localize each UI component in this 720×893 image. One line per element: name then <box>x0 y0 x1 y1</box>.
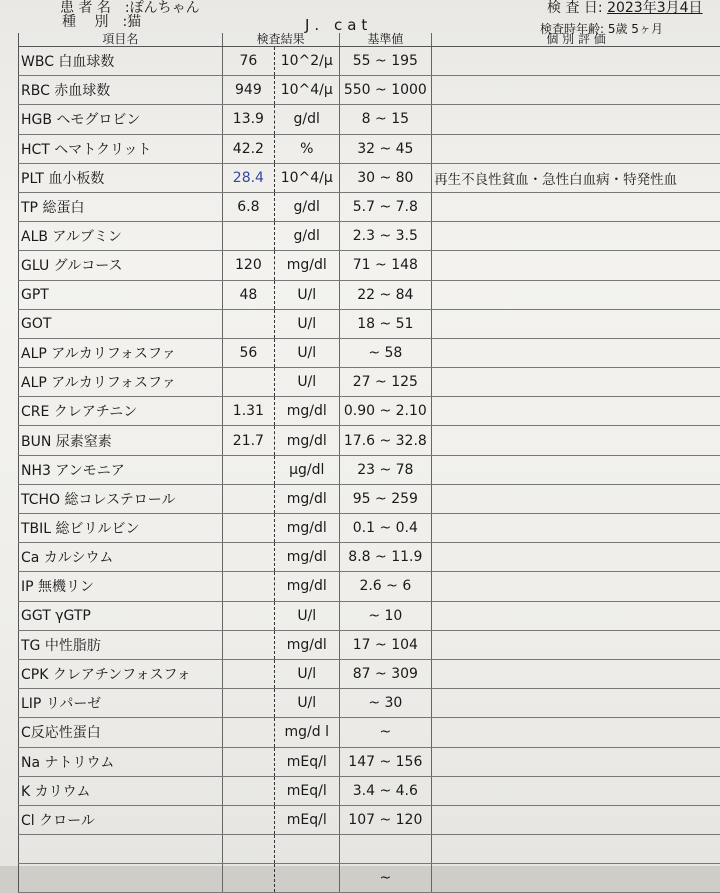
test-name: Ca カルシウム <box>19 543 223 572</box>
table-row <box>19 338 720 367</box>
table-row <box>19 368 720 397</box>
test-name: ALP アルカリフォスファ <box>19 368 223 397</box>
table-row <box>19 309 720 338</box>
test-name: GLU グルコース <box>19 251 223 280</box>
reference-range: 27 ~ 125 <box>339 368 432 397</box>
reference-range: 8 ~ 15 <box>339 105 432 134</box>
evaluation-note <box>432 192 720 221</box>
test-result <box>222 718 274 747</box>
reference-range: ~ 30 <box>339 689 432 718</box>
evaluation-note <box>432 105 720 134</box>
reference-range: 3.4 ~ 4.6 <box>339 776 432 805</box>
test-name: K カリウム <box>19 776 223 805</box>
test-unit: U/l <box>274 689 339 718</box>
evaluation-note <box>432 601 720 630</box>
reference-range <box>339 835 432 864</box>
evaluation-note <box>432 776 720 805</box>
test-result: 28.4 <box>222 163 274 192</box>
reference-range: 18 ~ 51 <box>339 309 432 338</box>
evaluation-note <box>432 338 720 367</box>
table-header-row <box>19 33 720 47</box>
test-result <box>222 689 274 718</box>
table-row <box>19 689 720 718</box>
reference-range: ~ <box>339 864 432 893</box>
test-unit: μg/dl <box>274 455 339 484</box>
test-unit <box>274 864 339 893</box>
evaluation-note <box>432 659 720 688</box>
reference-range: ~ <box>339 718 432 747</box>
test-unit: g/dl <box>274 105 339 134</box>
evaluation-note <box>432 718 720 747</box>
table-row <box>19 864 720 893</box>
reference-range: 17.6 ~ 32.8 <box>339 426 432 455</box>
test-unit: U/l <box>274 368 339 397</box>
test-name: TG 中性脂肪 <box>19 630 223 659</box>
table-row <box>19 192 720 221</box>
test-name <box>19 835 223 864</box>
table-row <box>19 397 720 426</box>
exam-date: 2023年3月4日 <box>607 0 702 16</box>
test-name: GOT <box>19 309 223 338</box>
evaluation-note <box>432 514 720 543</box>
table-row <box>19 543 720 572</box>
reference-range: 8.8 ~ 11.9 <box>339 543 432 572</box>
test-unit: 10^4/μ <box>274 76 339 105</box>
test-name: GPT <box>19 280 223 309</box>
reference-range: 95 ~ 259 <box>339 484 432 513</box>
test-unit: mg/dl <box>274 426 339 455</box>
test-name: TBIL 総ビリルビン <box>19 514 223 543</box>
evaluation-note <box>432 47 720 76</box>
test-name: IP 無機リン <box>19 572 223 601</box>
column-header-result: 検査結果 <box>222 33 339 47</box>
reference-range: 71 ~ 148 <box>339 251 432 280</box>
test-name: ALP アルカリフォスファ <box>19 338 223 367</box>
reference-range: 23 ~ 78 <box>339 455 432 484</box>
test-name: HGB ヘモグロビン <box>19 105 223 134</box>
reference-range: 5.7 ~ 7.8 <box>339 192 432 221</box>
evaluation-note <box>432 426 720 455</box>
test-unit: U/l <box>274 280 339 309</box>
test-unit: mg/dl <box>274 514 339 543</box>
reference-range: ~ 10 <box>339 601 432 630</box>
test-unit: 10^2/μ <box>274 47 339 76</box>
evaluation-note: 再生不良性貧血・急性白血病・特発性血 <box>432 163 720 192</box>
test-unit: U/l <box>274 338 339 367</box>
table-row <box>19 76 720 105</box>
test-result <box>222 543 274 572</box>
test-unit: U/l <box>274 601 339 630</box>
test-result: 42.2 <box>222 134 274 163</box>
test-unit: mg/dl <box>274 572 339 601</box>
test-result <box>222 864 274 893</box>
test-unit: g/dl <box>274 192 339 221</box>
reference-range: 0.1 ~ 0.4 <box>339 514 432 543</box>
evaluation-note <box>432 397 720 426</box>
reference-range: 22 ~ 84 <box>339 280 432 309</box>
reference-range: 147 ~ 156 <box>339 747 432 776</box>
table-row <box>19 163 720 192</box>
table-row <box>19 835 720 864</box>
table-row <box>19 134 720 163</box>
test-name: PLT 血小板数 <box>19 163 223 192</box>
table-row <box>19 105 720 134</box>
test-result: 6.8 <box>222 192 274 221</box>
reference-range: 0.90 ~ 2.10 <box>339 397 432 426</box>
test-result <box>222 659 274 688</box>
test-result: 48 <box>222 280 274 309</box>
test-result: 76 <box>222 47 274 76</box>
test-name: NH3 アンモニア <box>19 455 223 484</box>
table-row <box>19 426 720 455</box>
table-row <box>19 222 720 251</box>
evaluation-note <box>432 134 720 163</box>
test-unit: mg/dl <box>274 543 339 572</box>
patient-species: 種 別 :猫 <box>62 11 141 31</box>
test-unit <box>274 835 339 864</box>
evaluation-note <box>432 835 720 864</box>
test-unit: % <box>274 134 339 163</box>
test-name: CPK クレアチンフォスフォ <box>19 659 223 688</box>
evaluation-note <box>432 689 720 718</box>
test-unit: 10^4/μ <box>274 163 339 192</box>
exam-date-line <box>547 0 703 17</box>
column-header-evaluation: 個 別 評 価 <box>432 33 720 47</box>
test-result <box>222 630 274 659</box>
evaluation-note <box>432 805 720 834</box>
test-result: 56 <box>222 338 274 367</box>
test-unit: mEq/l <box>274 747 339 776</box>
test-result <box>222 601 274 630</box>
test-result <box>222 455 274 484</box>
reference-range: 550 ~ 1000 <box>339 76 432 105</box>
test-name: BUN 尿素窒素 <box>19 426 223 455</box>
test-result: 949 <box>222 76 274 105</box>
evaluation-note <box>432 484 720 513</box>
table-row <box>19 251 720 280</box>
test-result <box>222 835 274 864</box>
patient-name: 患 者 名 :ぽんちゃん <box>60 0 200 17</box>
table-row <box>19 572 720 601</box>
test-result <box>222 484 274 513</box>
test-result <box>222 776 274 805</box>
test-result: 120 <box>222 251 274 280</box>
test-name: C反応性蛋白 <box>19 718 223 747</box>
table-row <box>19 47 720 76</box>
test-unit: mg/dl <box>274 251 339 280</box>
test-unit: U/l <box>274 659 339 688</box>
table-row <box>19 718 720 747</box>
lab-results-table <box>18 33 720 893</box>
test-result: 13.9 <box>222 105 274 134</box>
test-result: 1.31 <box>222 397 274 426</box>
table-row <box>19 747 720 776</box>
test-result: 21.7 <box>222 426 274 455</box>
exam-age: 検査時年齢: 5歳 5ヶ月 <box>540 20 663 37</box>
test-name: RBC 赤血球数 <box>19 76 223 105</box>
test-result <box>222 747 274 776</box>
evaluation-note <box>432 76 720 105</box>
reference-range: 30 ~ 80 <box>339 163 432 192</box>
evaluation-note <box>432 368 720 397</box>
test-result <box>222 805 274 834</box>
evaluation-note <box>432 280 720 309</box>
table-row <box>19 659 720 688</box>
test-unit: U/l <box>274 309 339 338</box>
evaluation-note <box>432 572 720 601</box>
test-name: WBC 白血球数 <box>19 47 223 76</box>
reference-range: 87 ~ 309 <box>339 659 432 688</box>
reference-range: 2.3 ~ 3.5 <box>339 222 432 251</box>
table-row <box>19 805 720 834</box>
evaluation-note <box>432 543 720 572</box>
test-unit: mEq/l <box>274 805 339 834</box>
table-row <box>19 601 720 630</box>
reference-range: 32 ~ 45 <box>339 134 432 163</box>
test-result <box>222 222 274 251</box>
evaluation-note <box>432 309 720 338</box>
test-name: Na ナトリウム <box>19 747 223 776</box>
test-name: GGT γGTP <box>19 601 223 630</box>
evaluation-note <box>432 864 720 893</box>
table-row <box>19 484 720 513</box>
test-name: TP 総蛋白 <box>19 192 223 221</box>
test-unit: mEq/l <box>274 776 339 805</box>
table-row <box>19 280 720 309</box>
test-unit: mg/dl <box>274 484 339 513</box>
evaluation-note <box>432 222 720 251</box>
test-result <box>222 572 274 601</box>
evaluation-note <box>432 251 720 280</box>
column-header-reference: 基準値 <box>339 33 432 47</box>
evaluation-note <box>432 747 720 776</box>
test-name: CRE クレアチニン <box>19 397 223 426</box>
test-name: LIP リパーゼ <box>19 689 223 718</box>
test-unit: mg/dl <box>274 630 339 659</box>
patient-code: J. cat <box>305 16 372 34</box>
reference-range: 17 ~ 104 <box>339 630 432 659</box>
reference-range: ~ 58 <box>339 338 432 367</box>
test-unit: mg/dl <box>274 397 339 426</box>
test-result <box>222 368 274 397</box>
table-row <box>19 514 720 543</box>
table-row <box>19 455 720 484</box>
test-result <box>222 309 274 338</box>
test-unit: g/dl <box>274 222 339 251</box>
table-row <box>19 776 720 805</box>
column-header-item: 項目名 <box>19 33 223 47</box>
test-result <box>222 514 274 543</box>
table-row <box>19 630 720 659</box>
reference-range: 55 ~ 195 <box>339 47 432 76</box>
evaluation-note <box>432 455 720 484</box>
exam-date-label: 検 査 日: <box>547 0 603 16</box>
test-name: Cl クロール <box>19 805 223 834</box>
reference-range: 2.6 ~ 6 <box>339 572 432 601</box>
test-name <box>19 864 223 893</box>
test-name: ALB アルブミン <box>19 222 223 251</box>
test-name: HCT ヘマトクリット <box>19 134 223 163</box>
test-unit: mg/d l <box>274 718 339 747</box>
evaluation-note <box>432 630 720 659</box>
test-name: TCHO 総コレステロール <box>19 484 223 513</box>
reference-range: 107 ~ 120 <box>339 805 432 834</box>
